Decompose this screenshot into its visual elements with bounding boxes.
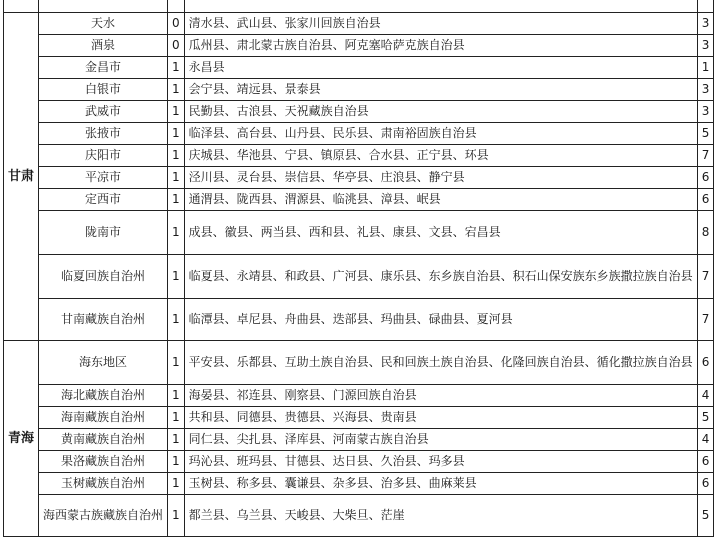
flag-cell: 1 xyxy=(168,385,185,407)
count-cell: 4 xyxy=(697,385,714,407)
table-row xyxy=(4,211,714,255)
city-cell: 陇南市 xyxy=(39,211,168,255)
count-cell: 5 xyxy=(697,123,714,145)
count-cell xyxy=(697,0,714,13)
city-cell: 张掖市 xyxy=(39,123,168,145)
table-body xyxy=(4,0,714,537)
count-cell: 3 xyxy=(697,35,714,57)
flag-cell: 0 xyxy=(168,13,185,35)
table-row xyxy=(4,341,714,385)
province-cell: 甘肃 xyxy=(4,13,39,341)
city-cell: 果洛藏族自治州 xyxy=(39,451,168,473)
flag-cell: 1 xyxy=(168,79,185,101)
table-row xyxy=(4,189,714,211)
flag-cell xyxy=(168,0,185,13)
table-row xyxy=(4,299,714,341)
flag-cell: 1 xyxy=(168,57,185,79)
flag-cell: 1 xyxy=(168,451,185,473)
table-row xyxy=(4,13,714,35)
flag-cell: 1 xyxy=(168,495,185,537)
count-cell: 5 xyxy=(697,495,714,537)
city-cell: 武威市 xyxy=(39,101,168,123)
flag-cell: 1 xyxy=(168,299,185,341)
table-row xyxy=(4,429,714,451)
flag-cell: 1 xyxy=(168,123,185,145)
table-row xyxy=(4,79,714,101)
counties-cell: 成县、徽县、两当县、西和县、礼县、康县、文县、宕昌县 xyxy=(184,211,697,255)
table-row xyxy=(4,57,714,79)
table-row xyxy=(4,407,714,429)
flag-cell: 1 xyxy=(168,101,185,123)
count-cell: 7 xyxy=(697,145,714,167)
flag-cell: 1 xyxy=(168,255,185,299)
flag-cell: 1 xyxy=(168,407,185,429)
city-cell: 天水 xyxy=(39,13,168,35)
city-cell: 海北藏族自治州 xyxy=(39,385,168,407)
counties-cell: 临夏县、永靖县、和政县、广河县、康乐县、东乡族自治县、积石山保安族东乡族撒拉族自治县 xyxy=(184,255,697,299)
table-row xyxy=(4,0,714,13)
table-row xyxy=(4,101,714,123)
flag-cell: 1 xyxy=(168,167,185,189)
count-cell: 4 xyxy=(697,429,714,451)
table-row xyxy=(4,35,714,57)
flag-cell: 1 xyxy=(168,341,185,385)
city-cell: 海南藏族自治州 xyxy=(39,407,168,429)
counties-cell: 临泽县、高台县、山丹县、民乐县、肃南裕固族自治县 xyxy=(184,123,697,145)
counties-cell: 民勤县、古浪县、天祝藏族自治县 xyxy=(184,101,697,123)
city-cell: 金昌市 xyxy=(39,57,168,79)
province-cell xyxy=(4,0,39,13)
city-cell: 平凉市 xyxy=(39,167,168,189)
counties-cell: 会宁县、靖远县、景泰县 xyxy=(184,79,697,101)
count-cell: 3 xyxy=(697,13,714,35)
city-cell: 定西市 xyxy=(39,189,168,211)
city-cell: 酒泉 xyxy=(39,35,168,57)
counties-cell: 通渭县、陇西县、渭源县、临洮县、漳县、岷县 xyxy=(184,189,697,211)
table-row xyxy=(4,145,714,167)
count-cell: 6 xyxy=(697,473,714,495)
count-cell: 6 xyxy=(697,189,714,211)
table-row xyxy=(4,255,714,299)
table-row xyxy=(4,385,714,407)
city-cell: 临夏回族自治州 xyxy=(39,255,168,299)
count-cell: 6 xyxy=(697,167,714,189)
county-table xyxy=(3,0,714,537)
city-cell: 玉树藏族自治州 xyxy=(39,473,168,495)
city-cell xyxy=(39,0,168,13)
flag-cell: 1 xyxy=(168,189,185,211)
counties-cell: 都兰县、乌兰县、天峻县、大柴旦、茫崖 xyxy=(184,495,697,537)
counties-cell: 清水县、武山县、张家川回族自治县 xyxy=(184,13,697,35)
counties-cell: 同仁县、尖扎县、泽库县、河南蒙古族自治县 xyxy=(184,429,697,451)
counties-cell: 平安县、乐都县、互助土族自治县、民和回族土族自治县、化隆回族自治县、循化撒拉族自治县 xyxy=(184,341,697,385)
table-row xyxy=(4,451,714,473)
counties-cell: 玉树县、称多县、囊谦县、杂多县、治多县、曲麻莱县 xyxy=(184,473,697,495)
count-cell: 6 xyxy=(697,341,714,385)
count-cell: 7 xyxy=(697,255,714,299)
counties-cell: 共和县、同德县、贵德县、兴海县、贵南县 xyxy=(184,407,697,429)
count-cell: 6 xyxy=(697,451,714,473)
city-cell: 黄南藏族自治州 xyxy=(39,429,168,451)
count-cell: 3 xyxy=(697,101,714,123)
counties-cell: 庆城县、华池县、宁县、镇原县、合水县、正宁县、环县 xyxy=(184,145,697,167)
flag-cell: 1 xyxy=(168,211,185,255)
counties-cell: 瓜州县、肃北蒙古族自治县、阿克塞哈萨克族自治县 xyxy=(184,35,697,57)
counties-cell: 临潭县、卓尼县、舟曲县、迭部县、玛曲县、碌曲县、夏河县 xyxy=(184,299,697,341)
table-row xyxy=(4,167,714,189)
flag-cell: 1 xyxy=(168,145,185,167)
flag-cell: 1 xyxy=(168,429,185,451)
counties-cell: 永昌县 xyxy=(184,57,697,79)
province-cell: 青海 xyxy=(4,341,39,537)
count-cell: 5 xyxy=(697,407,714,429)
counties-cell: 海晏县、祁连县、刚察县、门源回族自治县 xyxy=(184,385,697,407)
counties-cell: 泾川县、灵台县、崇信县、华亭县、庄浪县、静宁县 xyxy=(184,167,697,189)
flag-cell: 1 xyxy=(168,473,185,495)
flag-cell: 0 xyxy=(168,35,185,57)
city-cell: 庆阳市 xyxy=(39,145,168,167)
count-cell: 3 xyxy=(697,79,714,101)
city-cell: 海西蒙古族藏族自治州 xyxy=(39,495,168,537)
city-cell: 甘南藏族自治州 xyxy=(39,299,168,341)
counties-cell: 玛沁县、班玛县、甘德县、达日县、久治县、玛多县 xyxy=(184,451,697,473)
city-cell: 海东地区 xyxy=(39,341,168,385)
table-row xyxy=(4,495,714,537)
city-cell: 白银市 xyxy=(39,79,168,101)
count-cell: 8 xyxy=(697,211,714,255)
counties-cell xyxy=(184,0,697,13)
count-cell: 1 xyxy=(697,57,714,79)
count-cell: 7 xyxy=(697,299,714,341)
table-row xyxy=(4,473,714,495)
table-row xyxy=(4,123,714,145)
